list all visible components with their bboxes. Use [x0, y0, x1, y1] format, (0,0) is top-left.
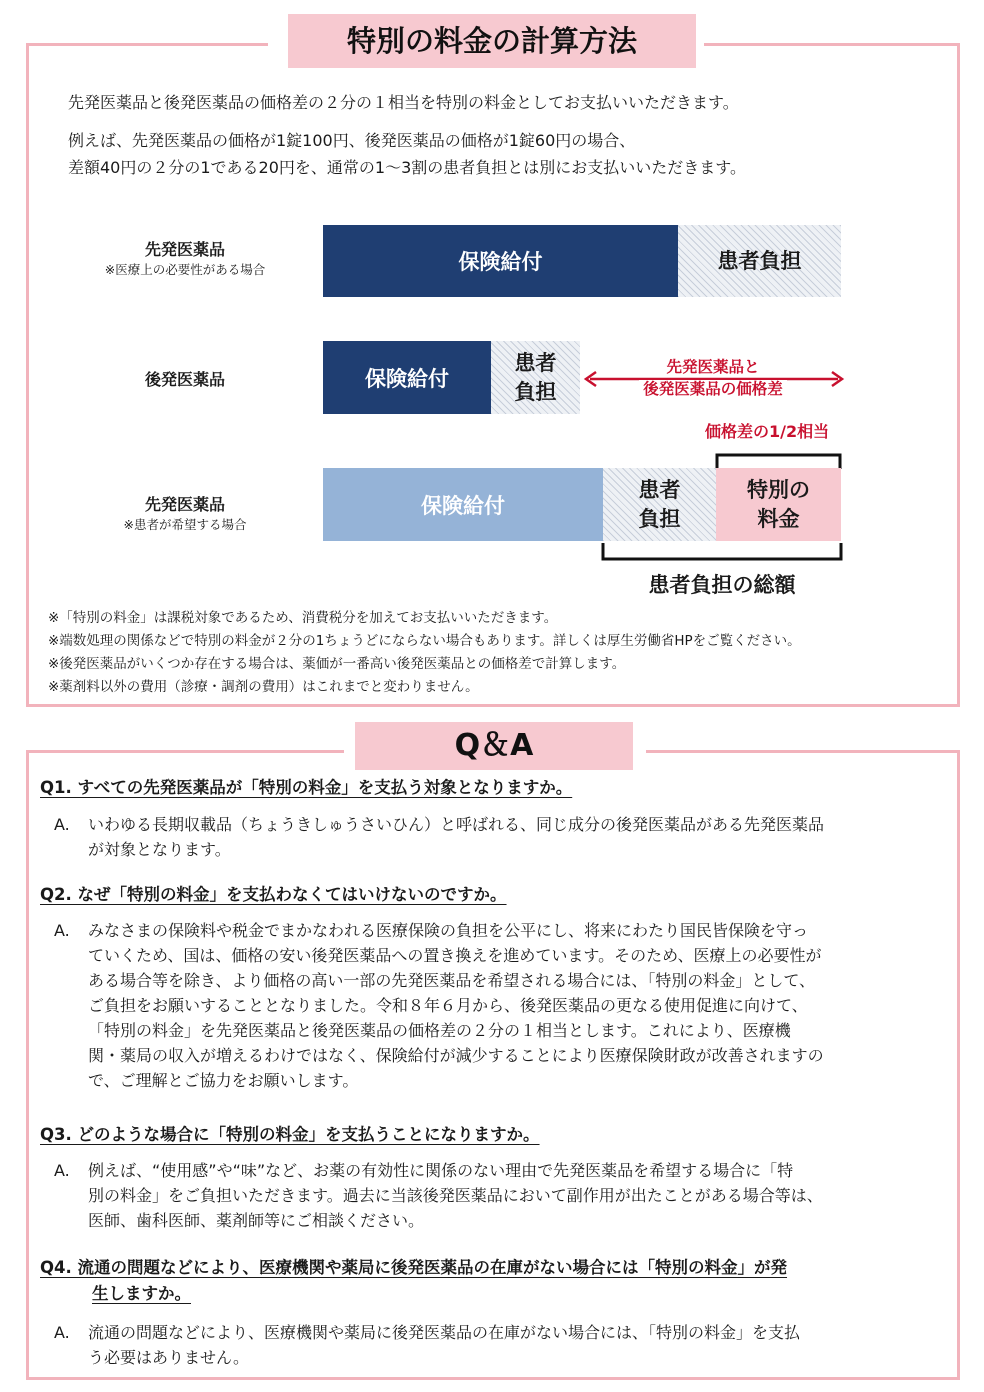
- question-4-line-1: Q4. 流通の問題などにより、医療機関や薬局に後発医薬品の在庫がない場合には「特別の料金」が発: [40, 1258, 788, 1277]
- row3-patient-text-2: 負担: [638, 506, 681, 531]
- answer-2-line-7: で、ご理解とご協力をお願いします。: [88, 1071, 359, 1090]
- price-diff-label-2: 後発医薬品の価格差: [639, 380, 787, 398]
- row2-benefit-bar: 保険給付: [323, 341, 491, 414]
- price-diff-label: [590, 356, 836, 400]
- answer-2-line-6: 関・薬局の収入が増えるわけではなく、保険給付が減少することにより医療保険財政が改善されますの: [88, 1046, 824, 1065]
- row3-label-text: 先発医薬品: [144, 495, 225, 514]
- row3-patient-bar: [603, 468, 716, 541]
- answer-2-line-5: 「特別の料金」を先発医薬品と後発医薬品の価格差の２分の１相当とします。これにより、医療機: [88, 1021, 791, 1040]
- row2-patient-bar: [491, 341, 580, 414]
- answer-1-line-1: いわゆる長期収載品（ちょうきしゅうさいひん）と呼ばれる、同じ成分の後発医薬品がある先発医薬品: [88, 815, 825, 834]
- question-4-line-2: 生しますか。: [92, 1284, 191, 1303]
- note-4: ※薬剤料以外の費用（診療・調剤の費用）はこれまでと変わりません。: [48, 679, 479, 695]
- row2-label: 後発医薬品: [144, 370, 225, 389]
- row1-benefit-bar: 保険給付: [323, 225, 678, 297]
- question-2: Q2. なぜ「特別の料金」を支払わなくてはいけないのですか。: [40, 885, 507, 904]
- row3-special-bar: [716, 468, 841, 541]
- answer-1-marker: A.: [54, 815, 70, 834]
- answer-4-line-2: う必要はありません。: [88, 1348, 249, 1367]
- answer-2-line-3: ある場合等を除き、より価格の高い一部の先発医薬品を希望される場合には、「特別の料金」として、: [88, 971, 816, 990]
- row1-label-sub: ※医療上の必要性がある場合: [104, 262, 266, 277]
- bottom-bracket: [597, 541, 847, 565]
- calc-section-title: 特別の料金の計算方法: [288, 14, 696, 68]
- answer-3-line-2: 別の料金」をご負担いただきます。過去に当該後発医薬品において副作用が出たことがある場合等は、: [88, 1186, 823, 1205]
- answer-2-marker: A.: [54, 921, 70, 940]
- qa-section-title: Q＆A: [355, 722, 633, 770]
- note-2: ※端数処理の関係などで特別の料金が２分の1ちょうどにならない場合もあります。詳しくは厚生労働省HPをご覧ください。: [48, 633, 801, 649]
- row3-patient-text-1: 患者: [638, 477, 681, 502]
- half-diff-label: 価格差の1/2相当: [705, 422, 830, 441]
- answer-3-line-3: 医師、歯科医師、薬剤師等にご相談ください。: [88, 1211, 425, 1230]
- row1-label-text: 先発医薬品: [144, 240, 225, 259]
- row3-special-text-1: 特別の: [747, 477, 810, 502]
- row3-label: [70, 495, 300, 535]
- price-diff-label-1: 先発医薬品と: [662, 358, 763, 376]
- answer-4-marker: A.: [54, 1323, 70, 1342]
- answer-2-line-1: みなさまの保険料や税金でまかなわれる医療保険の負担を公平にし、将来にわたり国民皆保険を守っ: [88, 921, 809, 940]
- row3-label-sub: ※患者が希望する場合: [123, 517, 247, 532]
- intro-line-1: 先発医薬品と後発医薬品の価格差の２分の１相当を特別の料金としてお支払いいただきます。: [68, 93, 739, 112]
- row2-patient-text-1: 患者: [514, 350, 557, 375]
- answer-2-line-4: ご負担をお願いすることとなりました。令和８年６月から、後発医薬品の更なる使用促進に向けて、: [88, 996, 808, 1015]
- answer-3-marker: A.: [54, 1161, 70, 1180]
- answer-2-line-2: ていくため、国は、価格の安い後発医薬品への置き換えを進めています。そのため、医療上の必要性が: [88, 946, 822, 965]
- row3-benefit-bar: 保険給付: [323, 468, 603, 541]
- row2-patient-text-2: 負担: [514, 379, 557, 404]
- row3-special-text-2: 料金: [757, 506, 800, 531]
- note-1: ※「特別の料金」は課税対象であるため、消費税分を加えてお支払いいただきます。: [48, 610, 558, 626]
- answer-3-line-1: 例えば、“使用感”や“味”など、お薬の有効性に関係のない理由で先発医薬品を希望する場合に「特: [88, 1161, 794, 1180]
- total-label: 患者負担の総額: [648, 573, 796, 597]
- note-3: ※後発医薬品がいくつか存在する場合は、薬価が一番高い後発医薬品との価格差で計算します。: [48, 656, 626, 672]
- question-3: Q3. どのような場合に「特別の料金」を支払うことになりますか。: [40, 1125, 540, 1144]
- answer-4-line-1: 流通の問題などにより、医療機関や薬局に後発医薬品の在庫がない場合には、「特別の料金」を支払: [88, 1323, 801, 1342]
- row1-patient-bar: 患者負担: [678, 225, 841, 297]
- row1-label: [70, 240, 300, 280]
- intro-line-2: 例えば、先発医薬品の価格が1錠100円、後発医薬品の価格が1錠60円の場合、: [68, 131, 636, 150]
- question-1: Q1. すべての先発医薬品が「特別の料金」を支払う対象となりますか。: [40, 778, 573, 797]
- intro-line-3: 差額40円の２分の1である20円を、通常の1～3割の患者負担とは別にお支払いいただきます。: [68, 158, 746, 177]
- answer-1-line-2: が対象となります。: [88, 840, 231, 859]
